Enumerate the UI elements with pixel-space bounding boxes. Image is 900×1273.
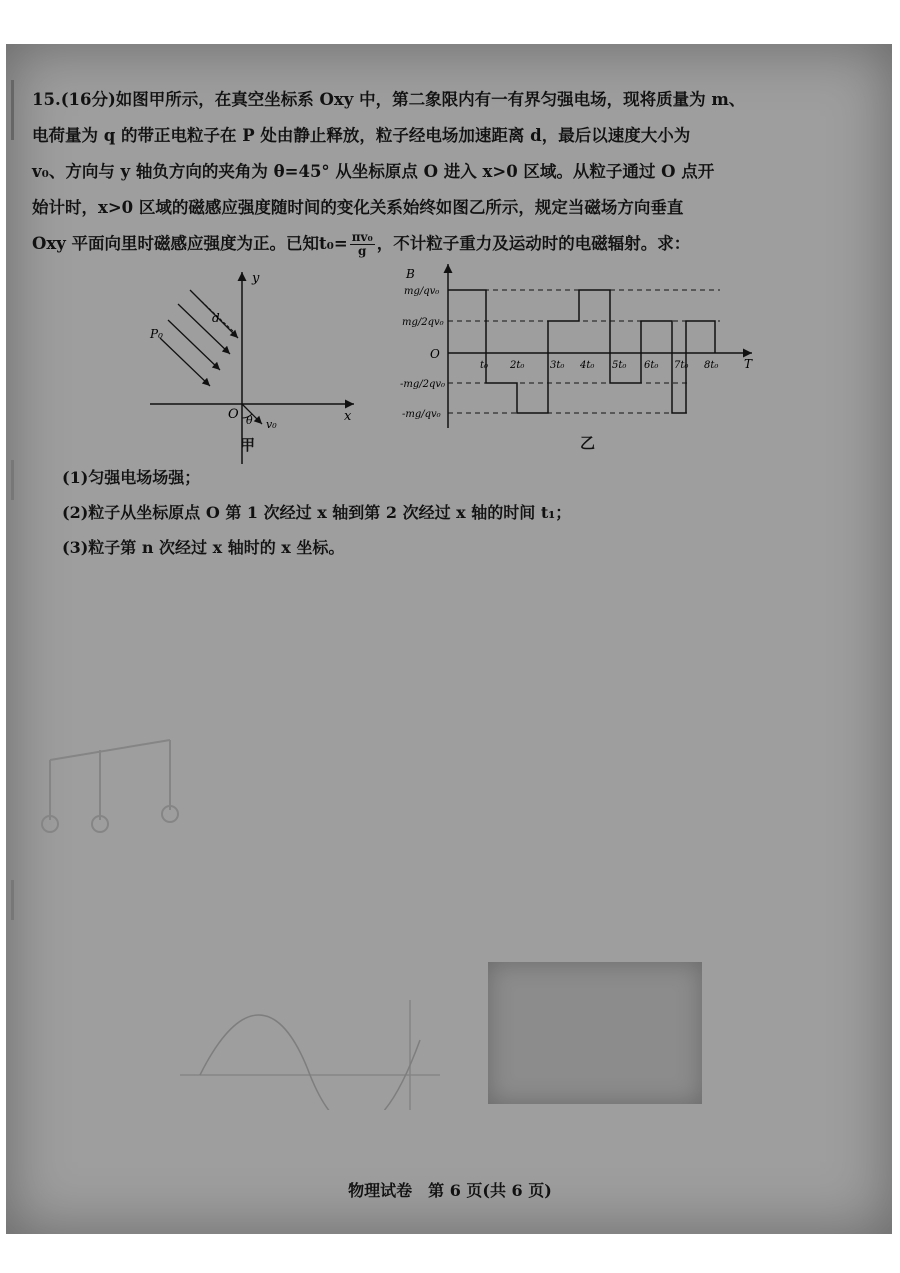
level-4-label: -mg/qv₀ [402,409,441,420]
question-1: (1)匀强电场场强； [62,468,201,487]
problem-line-5: Oxy 平面向里时磁感应强度为正。已知t₀= $\frac{\text{πv₀}}{g}$ ，不计粒子重力及运动时的电磁辐射。求： [32,230,691,258]
origin-label-b: O [430,347,440,361]
y-axis-label: y [252,271,260,286]
tick-t5: 5t₀ [612,360,627,371]
problem-number: 15. [32,90,61,109]
problem-line-4: 始计时，x>0 区域的磁感应强度随时间的变化关系始终如图乙所示，规定当磁场方向垂直 [32,198,684,217]
page-footer: 物理试卷 第 6 页(共 6 页) [348,1181,552,1200]
question-3: (3)粒子第 n 次经过 x 轴时的 x 坐标。 [62,538,345,557]
questions [62,460,782,565]
velocity-label: v₀ [266,418,277,431]
figure-a-caption: 甲 [240,436,256,454]
tick-t3: 3t₀ [550,360,565,371]
tick-t4: 4t₀ [580,360,595,371]
figure-b-caption: 乙 [580,434,596,452]
tick-t1: t₀ [480,360,489,371]
t-axis-label: T [744,357,753,371]
tick-t7: 7t₀ [674,360,689,371]
tick-t8: 8t₀ [704,360,719,371]
binding-holes [10,60,16,1160]
level-3-label: -mg/2qv₀ [400,379,446,390]
problem-line-2: 电荷量为 q 的带正电粒子在 P 处由静止释放，粒子经电场加速距离 d，最后以速度大小为 [32,126,691,145]
bleed-through-wave [180,1000,440,1110]
question-2: (2)粒子从坐标原点 O 第 1 次经过 x 轴到第 2 次经过 x 轴的时间 t₁； [62,503,572,522]
problem-line-3: v₀、方向与 y 轴负方向的夹角为 θ=45° 从坐标原点 O 进入 x>0 区域。从粒子通过 O 点开 [32,162,715,181]
problem-15 [32,82,832,262]
bleed-through-photo [488,962,702,1104]
problem-text-1: 如图甲所示，在真空坐标系 Oxy 中，第二象限内有一有界匀强电场，现将质量为 m、 [115,90,746,109]
problem-line-1 [32,82,832,118]
angle-label: θ [246,414,253,427]
problem-score: (16分) [60,90,116,109]
level-2-label: mg/2qv₀ [402,317,444,328]
b-axis-label: B [406,267,415,281]
origin-label: O [228,407,239,422]
distance-label: d [212,311,220,325]
tick-t2: 2t₀ [510,360,525,371]
x-axis-label: x [344,409,352,424]
bleed-through-figure [40,700,200,840]
tick-t6: 6t₀ [644,360,659,371]
t0-fraction: $\frac{\text{πv₀}}{g}$ [351,230,373,258]
level-1-label: mg/qv₀ [404,286,440,297]
point-label: P₀ [150,327,163,341]
